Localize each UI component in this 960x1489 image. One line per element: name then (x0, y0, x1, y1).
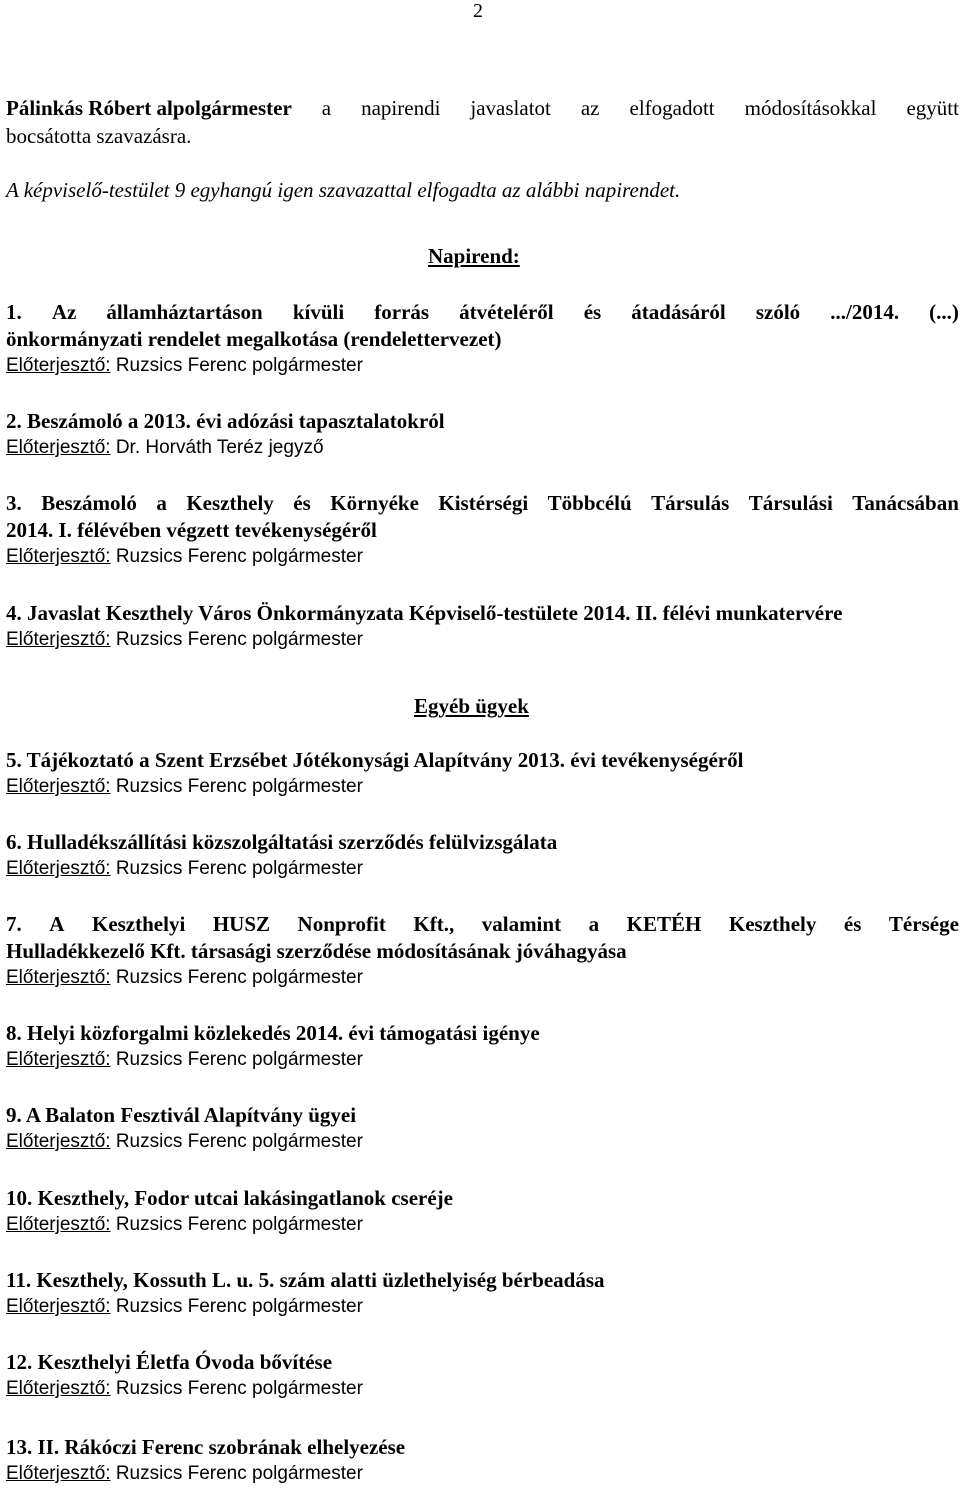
agenda-item-10-presenter (6, 1214, 363, 1236)
title-word: Társulás (651, 491, 730, 515)
agenda-item-3-presenter (6, 546, 363, 568)
title-word: Tanácsában (852, 491, 959, 515)
agenda-item-11-presenter (6, 1296, 363, 1318)
intro-line-1 (6, 96, 959, 121)
presenter-name: Ruzsics Ferenc polgármester (115, 967, 363, 988)
presenter-name: Ruzsics Ferenc polgármester (115, 1131, 363, 1152)
presenter-label: Előterjesztő: (6, 629, 111, 650)
presenter-label: Előterjesztő: (6, 355, 111, 376)
presenter-label: Előterjesztő: (6, 437, 111, 458)
title-word: Beszámoló (41, 491, 137, 515)
presenter-label: Előterjesztő: (6, 1049, 111, 1070)
agenda-item-9-title: 9. A Balaton Fesztivál Alapítvány ügyei (6, 1103, 357, 1127)
presenter-name: Ruzsics Ferenc polgármester (115, 629, 363, 650)
title-word: Az (51, 300, 77, 324)
title-word: Társulási (748, 491, 833, 515)
presenter-label: Előterjesztő: (6, 967, 111, 988)
agenda-item-8-presenter (6, 1049, 363, 1071)
title-word: HUSZ (212, 912, 271, 936)
intro-word: módosításokkal (744, 96, 877, 120)
intro-word: javaslatot (470, 96, 551, 120)
presenter-label: Előterjesztő: (6, 1131, 111, 1152)
other-matters-heading: Egyéb ügyek (414, 694, 529, 718)
agenda-item-9-presenter (6, 1131, 363, 1153)
title-word: kívüli (292, 300, 345, 324)
title-word: Térsége (888, 912, 959, 936)
title-word: KETÉH (626, 912, 702, 936)
presenter-name: Ruzsics Ferenc polgármester (115, 858, 363, 879)
agenda-item-6-title: 6. Hulladékszállítási közszolgáltatási szerződés felülvizsgálata (6, 830, 558, 854)
agenda-item-1-title-line-2: önkormányzati rendelet megalkotása (rendelettervezet) (6, 327, 502, 351)
title-word: Keszthely (186, 491, 274, 515)
agenda-item-10-title: 10. Keszthely, Fodor utcai lakásingatlanok cseréje (6, 1186, 453, 1210)
agenda-item-3-title-line-1 (6, 491, 959, 516)
agenda-item-7-title-line-1 (6, 912, 959, 937)
agenda-item-5-title: 5. Tájékoztató a Szent Erzsébet Jótékonysági Alapítvány 2013. évi tevékenységéről (6, 748, 744, 772)
presenter-label: Előterjesztő: (6, 858, 111, 879)
title-word: Kft., (413, 912, 455, 936)
intro-word: együtt (906, 96, 959, 120)
presenter-label: Előterjesztő: (6, 1378, 111, 1399)
title-word: a (156, 491, 167, 515)
presenter-name: Ruzsics Ferenc polgármester (115, 1463, 363, 1484)
title-word: Nonprofit (297, 912, 386, 936)
presenter-label: Előterjesztő: (6, 1463, 111, 1484)
title-word: átvételéről (459, 300, 554, 324)
title-word: forrás (374, 300, 430, 324)
agenda-item-4-title: 4. Javaslat Keszthely Város Önkormányzata Képviselő-testülete 2014. II. félévi munkatervére (6, 601, 843, 625)
intro-word: a (321, 96, 332, 120)
agenda-item-2-title: 2. Beszámoló a 2013. évi adózási tapasztalatokról (6, 409, 445, 433)
title-word: a (588, 912, 600, 936)
page-number: 2 (473, 0, 483, 22)
intro-line-2: bocsátotta szavazásra. (6, 124, 192, 148)
presenter-name: Ruzsics Ferenc polgármester (115, 1214, 363, 1235)
presenter-name: Ruzsics Ferenc polgármester (115, 355, 363, 376)
intro-word: az (580, 96, 600, 120)
title-word: átadásáról (631, 300, 726, 324)
intro-word: napirendi (361, 96, 441, 120)
title-word: valamint (481, 912, 562, 936)
agenda-item-6-presenter (6, 858, 363, 880)
title-word: és (843, 912, 862, 936)
agenda-item-13-title: 13. II. Rákóczi Ferenc szobrának elhelyezése (6, 1435, 406, 1459)
presenter-name: Ruzsics Ferenc polgármester (115, 1296, 363, 1317)
presenter-name: Ruzsics Ferenc polgármester (115, 1378, 363, 1399)
agenda-item-5-presenter (6, 776, 363, 798)
title-word: 3. (6, 491, 22, 515)
title-word: .../2014. (830, 300, 900, 324)
title-word: és (583, 300, 602, 324)
presenter-label: Előterjesztő: (6, 546, 111, 567)
agenda-item-4-presenter (6, 629, 363, 651)
agenda-item-13-presenter (6, 1463, 363, 1485)
intro-speaker-name: Pálinkás Róbert alpolgármester (6, 96, 292, 120)
intro-word: elfogadott (629, 96, 715, 120)
agenda-item-1-presenter (6, 355, 363, 377)
presenter-name: Ruzsics Ferenc polgármester (115, 546, 363, 567)
presenter-name: Dr. Horváth Teréz jegyző (115, 437, 324, 458)
agenda-item-3-title-line-2: 2014. I. félévében végzett tevékenységéről (6, 518, 377, 542)
title-word: A (49, 912, 65, 936)
title-word: (...) (929, 300, 959, 324)
title-word: Kistérségi (438, 491, 529, 515)
title-word: szóló (755, 300, 801, 324)
agenda-item-2-presenter (6, 437, 324, 459)
agenda-item-1-title-line-1 (6, 300, 959, 325)
presenter-label: Előterjesztő: (6, 1296, 111, 1317)
agenda-item-8-title: 8. Helyi közforgalmi közlekedés 2014. évi támogatási igénye (6, 1021, 540, 1045)
title-word: és (293, 491, 311, 515)
agenda-item-7-title-line-2: Hulladékkezelő Kft. társasági szerződése módosításának jóváhagyása (6, 939, 627, 963)
agenda-item-11-title: 11. Keszthely, Kossuth L. u. 5. szám alatti üzlethelyiség bérbeadása (6, 1268, 605, 1292)
agenda-heading: Napirend: (428, 244, 520, 268)
intro-line-3: A képviselő-testület 9 egyhangú igen szavazattal elfogadta az alábbi napirendet. (6, 178, 681, 202)
title-word: 7. (6, 912, 22, 936)
agenda-item-12-title: 12. Keszthelyi Életfa Óvoda bővítése (6, 1350, 333, 1374)
presenter-label: Előterjesztő: (6, 1214, 111, 1235)
title-word: 1. (6, 300, 22, 324)
title-word: államháztartáson (106, 300, 263, 324)
presenter-name: Ruzsics Ferenc polgármester (115, 1049, 363, 1070)
presenter-name: Ruzsics Ferenc polgármester (115, 776, 363, 797)
title-word: Többcélú (547, 491, 632, 515)
agenda-item-7-presenter (6, 967, 363, 989)
presenter-label: Előterjesztő: (6, 776, 111, 797)
title-word: Környéke (330, 491, 419, 515)
title-word: Keszthely (728, 912, 817, 936)
agenda-item-12-presenter (6, 1378, 363, 1400)
title-word: Keszthelyi (91, 912, 186, 936)
